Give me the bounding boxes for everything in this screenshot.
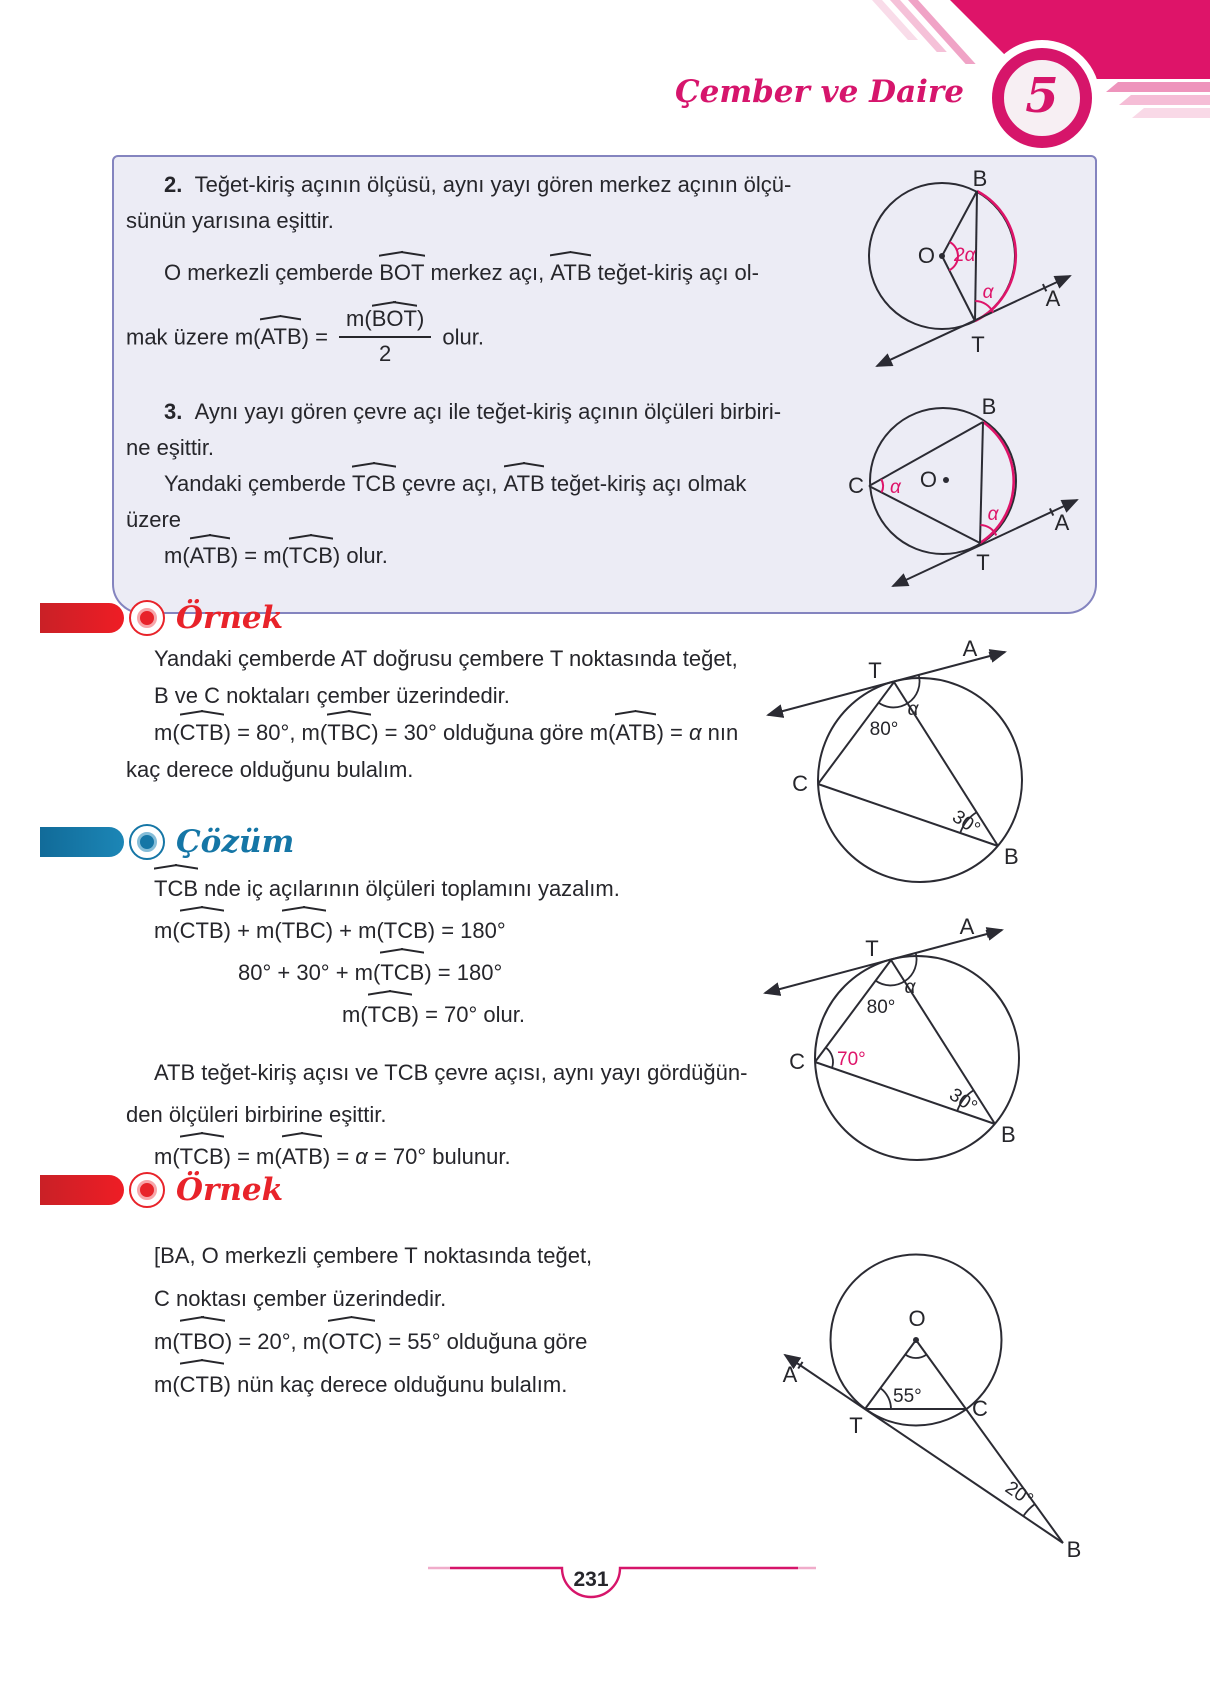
text-line (126, 640, 738, 677)
text-line (126, 430, 791, 466)
point-label-A: A (962, 636, 978, 661)
angle-label-30: 30° (948, 806, 984, 840)
text-segment: ) = m( (230, 543, 289, 569)
chord-CT (869, 486, 980, 543)
point-label-B: B (981, 394, 997, 419)
math-arc-expression: OTC (328, 1320, 374, 1363)
text-line (126, 1320, 592, 1363)
text-segment: 3. (164, 399, 183, 425)
example-banner (40, 600, 283, 636)
text-segment: ) = 30° olduğuna göre m( (371, 720, 616, 745)
text-segment: = 70° bulunur. (367, 1144, 511, 1169)
horizontal-stripe (1132, 108, 1210, 118)
example1-text (126, 640, 738, 788)
text-segment: Aynı yayı gören çevre açı ile teğet-kiriş açının ölçüleri birbiri- (182, 399, 782, 425)
text-segment: ) = 70° olur. (411, 1002, 526, 1027)
text-line (126, 1363, 592, 1406)
text-segment: Teğet-kiriş açının ölçüsü, aynı yayı gören merkez açının ölçü- (182, 172, 792, 197)
chapter-number-ring (992, 48, 1092, 148)
math-arc-expression: TCB (180, 1136, 224, 1178)
inscribed-angle-arc (881, 479, 883, 492)
chapter-number-badge (984, 40, 1100, 156)
angle-arc-O (905, 1355, 926, 1359)
fraction (339, 305, 431, 368)
text-segment: teğet-kiriş açı olmak (544, 471, 747, 497)
text-segment: 80° + 30° + m( (238, 960, 381, 985)
text-line (126, 203, 791, 239)
text-segment: üzere (126, 507, 182, 533)
math-arc-expression: BOT (379, 255, 424, 291)
text-segment: kaç derece olduğunu bulalım. (126, 757, 414, 782)
angle-label-55: 55° (893, 1386, 922, 1407)
angle-arc-T (880, 1388, 891, 1409)
inscribed-angle-label: α (890, 477, 901, 498)
angle-label-70: 70° (837, 1049, 866, 1070)
text-segment: B ve C noktaları çember üzerindedir. (154, 683, 510, 708)
math-arc-expression: CTB (180, 910, 224, 952)
text-segment: m( (164, 543, 190, 569)
text-segment: ) = 180° (424, 960, 503, 985)
point-label-A: A (959, 914, 975, 939)
math-arc-expression: CTB (180, 1363, 224, 1406)
text-segment: ) = (301, 324, 335, 350)
math-arc-expression: TCB (154, 868, 198, 910)
math-arc-expression: CTB (180, 714, 224, 751)
center-dot (943, 477, 949, 483)
point-label-A: A (1045, 286, 1061, 311)
tangent-angle-label: α (987, 504, 999, 525)
text-segment: ne eşittir. (126, 435, 215, 461)
text-segment: teğet-kiriş açı ol- (591, 260, 759, 285)
math-arc-expression: TCB (380, 952, 424, 994)
chapter-number: 5 (1025, 68, 1059, 124)
text-segment: olur. (436, 324, 484, 350)
text-segment: ) (416, 306, 425, 331)
line-OCB (916, 1340, 1063, 1543)
text-segment: ) = (322, 1144, 356, 1169)
point-label-T: T (971, 332, 985, 357)
text-segment: nın (701, 720, 739, 745)
math-arc-expression: ATB (504, 466, 545, 502)
diagram-solution (695, 876, 1175, 1158)
text-line (126, 952, 747, 994)
text-line (126, 307, 791, 370)
angle-label-80: 80° (869, 719, 899, 740)
diagram-example2 (700, 1150, 1200, 1582)
banner-bar (40, 1175, 124, 1205)
point-label-B: B (972, 166, 988, 191)
example-banner (40, 1172, 283, 1208)
text-segment: C noktası çember üzerindedir. (154, 1286, 447, 1311)
math-arc-expression: ATB (615, 714, 656, 751)
solution-title: Çözüm (176, 824, 295, 860)
text-line (126, 1094, 747, 1136)
bullseye-icon (129, 1172, 165, 1208)
text-segment: α (689, 720, 702, 745)
math-arc-expression: ATB (550, 255, 591, 291)
text-segment: merkez açı, (424, 260, 551, 285)
text-segment: den ölçüleri birbirine eşittir. (126, 1102, 387, 1127)
angle-label-alpha: α (907, 699, 919, 720)
text-segment: Yandaki çemberde (164, 471, 352, 497)
text-segment: ) = 20°, m( (224, 1329, 329, 1354)
math-arc-expression: TBC (282, 910, 326, 952)
center-label-O: O (908, 1306, 926, 1331)
text-segment: Yandaki çemberde AT doğrusu çembere T noktasında teğet, (154, 646, 738, 671)
page-number: 231 (573, 1568, 609, 1591)
text-line (126, 1277, 592, 1320)
footer-line (450, 1568, 798, 1597)
math-arc-expression: TCB (352, 466, 396, 502)
center-label-O: O (919, 467, 937, 492)
text-segment: ) = 80°, m( (223, 720, 328, 745)
point-label-T: T (849, 1413, 863, 1438)
math-arc-expression: TBO (180, 1320, 225, 1363)
tangent-line-BA (782, 1355, 1063, 1543)
text-line (126, 1052, 747, 1094)
angle-label-alpha: α (904, 977, 916, 998)
angle-arc-C (826, 1048, 833, 1068)
text-segment: ) = m( (223, 1144, 282, 1169)
point-label-B: B (1066, 1537, 1082, 1562)
point-label-T: T (868, 658, 882, 683)
text-segment: ATB teğet-kiriş açısı ve TCB çevre açısı, aynı yayı gördüğün- (154, 1060, 748, 1085)
text-segment: m( (346, 306, 372, 331)
horizontal-stripe (1106, 82, 1210, 92)
point-label-T: T (976, 550, 990, 575)
text-segment: sünün yarısına eşittir. (126, 208, 334, 233)
text-segment: m( (342, 1002, 368, 1027)
bullseye-icon (129, 600, 165, 636)
text-segment: çevre açı, (395, 471, 504, 497)
text-line (126, 714, 738, 751)
point-label-C: C (972, 1396, 988, 1421)
text-line (126, 394, 791, 430)
text-segment: 2 (379, 340, 392, 366)
text-segment: ) = 55° olduğuna göre (374, 1329, 588, 1354)
diagram-example1 (698, 598, 1178, 870)
text-line (126, 677, 738, 714)
text-line (126, 868, 747, 910)
text-segment: ) = (656, 720, 689, 745)
text-segment: m( (154, 918, 180, 943)
text-segment: α (355, 1144, 368, 1169)
math-arc-expression: ATB (260, 319, 301, 355)
text-segment: nde iç açılarının ölçüleri toplamını yazalım. (198, 876, 620, 901)
rule-2 (126, 167, 791, 370)
text-line (126, 751, 738, 788)
circle (818, 678, 1022, 882)
banner-bar (40, 827, 124, 857)
text-segment: mak üzere m( (126, 324, 261, 350)
example2-text (126, 1234, 592, 1406)
math-arc-expression: TCB (368, 994, 412, 1036)
angle-label-30: 30° (945, 1084, 981, 1118)
math-arc-expression: TBC (327, 714, 371, 751)
text-line (126, 994, 747, 1036)
tangent-angle-label: α (982, 282, 994, 303)
math-arc-expression: BOT (372, 305, 417, 334)
point-label-C: C (789, 1049, 805, 1074)
center-dot (913, 1337, 919, 1343)
point-label-C: C (848, 473, 864, 498)
page-footer (420, 1558, 820, 1612)
ray-tick (987, 930, 989, 938)
text-line (126, 255, 791, 291)
point-label-A: A (1054, 510, 1070, 535)
text-segment: m( (154, 1144, 180, 1169)
point-label-T: T (865, 936, 879, 961)
angle-label-20: 20° (1001, 1477, 1037, 1511)
solution-text (126, 868, 747, 1178)
diagram-tangent-chord-inscribed (840, 378, 1100, 610)
horizontal-stripe (1119, 95, 1210, 105)
center-label-O: O (917, 243, 935, 268)
text-segment: 2. (164, 172, 183, 197)
text-segment: ) + m( (223, 918, 282, 943)
text-line (126, 910, 747, 952)
math-arc-expression: TCB (289, 538, 333, 574)
text-segment: ) + m(TCB) = 180° (325, 918, 506, 943)
text-segment: m( (154, 1329, 180, 1354)
text-segment: ) nün kaç derece olduğunu bulalım. (223, 1372, 568, 1397)
text-segment: [BA, O merkezli çembere T noktasında teğet, (154, 1243, 593, 1268)
example-title: Örnek (176, 600, 284, 636)
text-line (126, 502, 791, 538)
banner-bar (40, 603, 124, 633)
central-angle-label: 2α (954, 245, 976, 266)
text-segment: ) olur. (332, 543, 388, 569)
math-arc-expression: ATB (282, 1136, 323, 1178)
math-arc-expression: ATB (190, 538, 231, 574)
text-segment: m( (154, 1372, 180, 1397)
text-segment: O merkezli çemberde (164, 260, 380, 285)
angle-label-80: 80° (866, 997, 896, 1018)
center-dot (939, 253, 945, 259)
point-label-A: A (782, 1362, 798, 1387)
text-segment: m( (154, 720, 180, 745)
point-label-C: C (792, 771, 808, 796)
point-label-B: B (1004, 844, 1019, 869)
ray-tick (990, 652, 992, 660)
diagram-tangent-chord-central (840, 158, 1100, 380)
text-line (126, 466, 791, 502)
rules-text (126, 167, 791, 574)
chapter-title: Çember ve Daire (674, 74, 964, 110)
text-line (126, 1234, 592, 1277)
example-title: Örnek (176, 1172, 284, 1208)
point-label-B: B (1001, 1122, 1016, 1147)
text-line (126, 538, 791, 574)
rule-3 (126, 394, 791, 574)
bullseye-icon (129, 824, 165, 860)
solution-banner (40, 824, 294, 860)
text-line (126, 167, 791, 203)
